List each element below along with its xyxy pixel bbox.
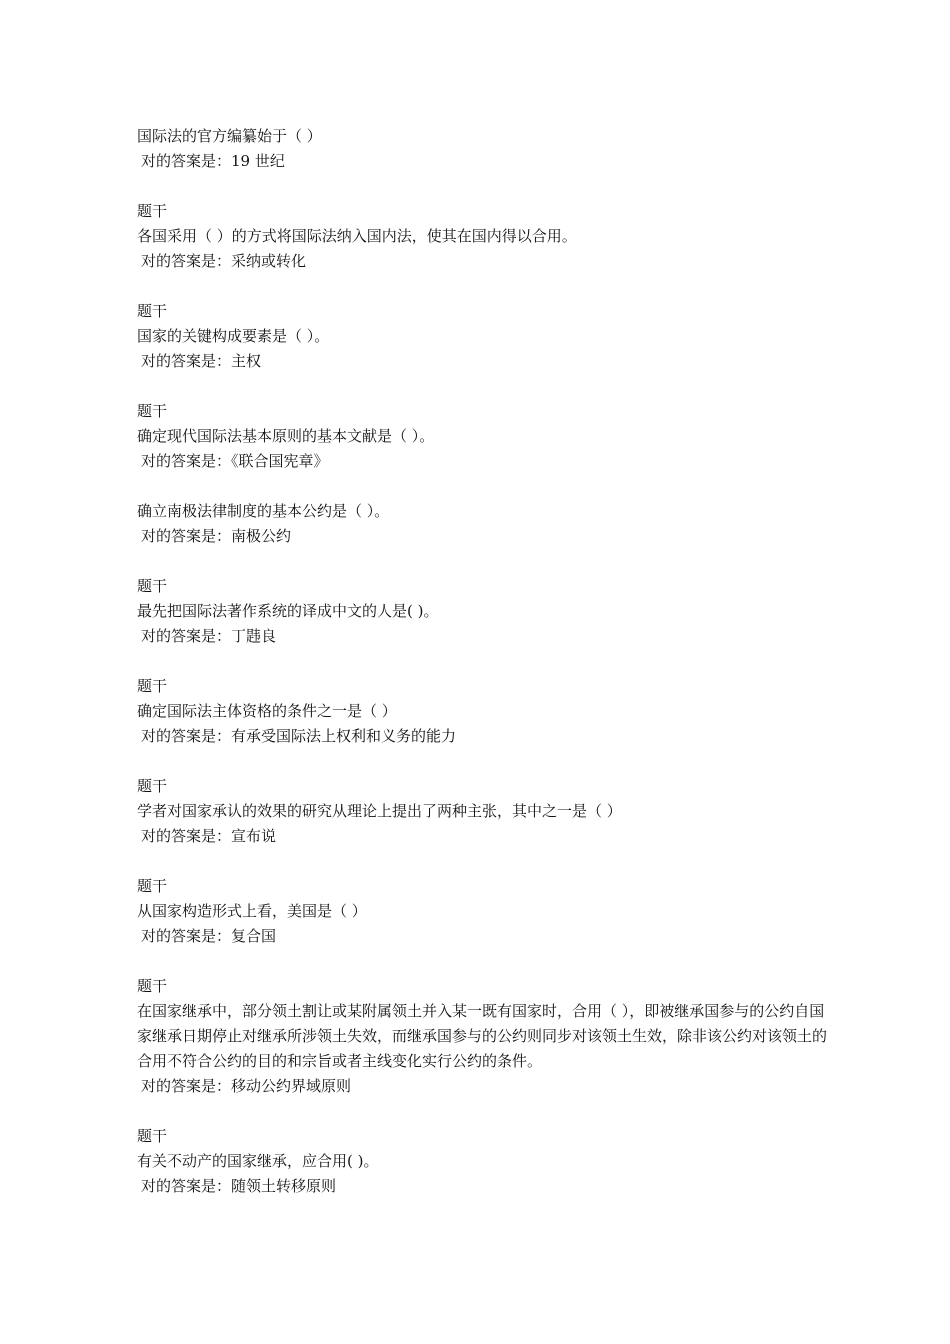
stem-label: 题干	[137, 302, 168, 320]
stem-label: 题干	[137, 402, 168, 420]
question-block-10	[137, 974, 827, 1099]
question-text: 有关不动产的国家继承，应合用( )。	[137, 1152, 379, 1170]
question-text: 确定国际法主体资格的条件之一是（ ）	[137, 702, 397, 720]
question-text: 各国采用（ ）的方式将国际法纳入国内法，使其在国内得以合用。	[137, 227, 577, 245]
question-block-2	[137, 199, 827, 274]
question-block-8	[137, 774, 827, 849]
stem-label: 题干	[137, 977, 168, 995]
question-block-4	[137, 399, 827, 474]
answer-text: 对的答案是：主权	[141, 352, 262, 370]
stem-label: 题干	[137, 1127, 168, 1145]
answer-text: 对的答案是：复合国	[141, 927, 277, 945]
answer-text: 对的答案是：南极公约	[141, 527, 292, 545]
question-text: 确立南极法律制度的基本公约是（ ）。	[137, 502, 390, 520]
stem-label: 题干	[137, 777, 168, 795]
question-text: 从国家构造形式上看，美国是（ ）	[137, 902, 367, 920]
answer-text: 对的答案是：随领土转移原则	[141, 1177, 337, 1195]
stem-label: 题干	[137, 202, 168, 220]
stem-label: 题干	[137, 577, 168, 595]
question-block-11	[137, 1124, 827, 1199]
answer-text: 对的答案是：19 世纪	[141, 152, 285, 170]
stem-label: 题干	[137, 677, 168, 695]
answer-text: 对的答案是：《联合国宪章》	[141, 452, 329, 470]
stem-label: 题干	[137, 877, 168, 895]
question-text: 确定现代国际法基本原则的基本文献是（ ）。	[137, 427, 435, 445]
question-block-6	[137, 574, 827, 649]
document-page	[137, 124, 827, 1224]
answer-text: 对的答案是：宣布说	[141, 827, 277, 845]
answer-text: 对的答案是：有承受国际法上权利和义务的能力	[141, 727, 457, 745]
question-text: 学者对国家承认的效果的研究从理论上提出了两种主张，其中之一是（ ）	[137, 802, 622, 820]
question-block-3	[137, 299, 827, 374]
question-text: 国家的关键构成要素是（ ）。	[137, 327, 330, 345]
question-text: 最先把国际法著作系统的译成中文的人是( )。	[137, 602, 439, 620]
answer-text: 对的答案是：采纳或转化	[141, 252, 307, 270]
question-block-7	[137, 674, 827, 749]
question-block-5	[137, 499, 827, 549]
question-block-9	[137, 874, 827, 949]
question-text: 在国家继承中，部分领土割让或某附属领土并入某一既有国家时，合用（ ），即被继承国参与的公约自国家继承日期停止对继承所涉领土失效，而继承国参与的公约则同步对该领土生效，除非该公约对该领土的合用不符合公约的目的和宗旨或者主线变化实行公约的条件。	[137, 1002, 828, 1070]
question-text: 国际法的官方编纂始于（ ）	[137, 127, 322, 145]
answer-text: 对的答案是：移动公约界域原则	[141, 1077, 352, 1095]
question-block-1	[137, 124, 827, 174]
answer-text: 对的答案是：丁韪良	[141, 627, 277, 645]
